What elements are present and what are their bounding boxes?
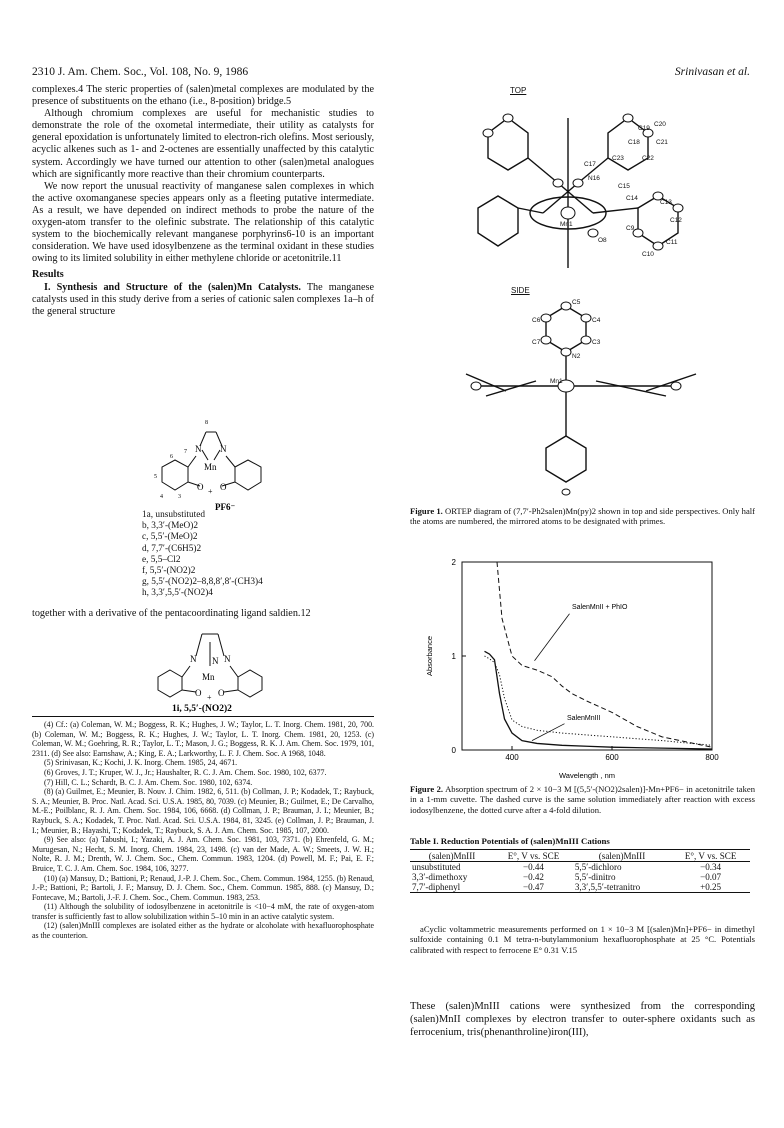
x-tick-label: 600	[605, 753, 619, 762]
struct-label-6: 6	[170, 454, 173, 460]
table-cell: 5,5′-dichloro	[574, 862, 622, 872]
struct-label-8: 8	[205, 420, 208, 426]
series-line-solid	[485, 651, 713, 749]
y-axis-label: Absorbance	[425, 635, 434, 677]
struct2-atom-mn: Mn	[202, 672, 215, 682]
results-heading: Results	[32, 269, 64, 281]
atom-label: N16	[588, 175, 600, 182]
x-axis-label: Wavelength , nm	[559, 771, 615, 780]
table-row	[410, 882, 750, 893]
salen-structure-diagram	[140, 412, 280, 512]
struct2-atom-n2: N	[212, 656, 219, 666]
atom-label: C6	[532, 317, 541, 324]
annotation-arrow	[535, 614, 570, 661]
table-cell: 5,5′-dinitro	[574, 872, 616, 882]
figure-1-label: Figure 1.	[410, 506, 443, 516]
struct-label-5: 5	[154, 474, 157, 480]
struct2-label: 1i, 5,5′-(NO2)2	[172, 704, 232, 714]
compound-list	[142, 510, 382, 600]
atom-label: O8	[598, 237, 607, 244]
paragraph-3: We now report the unusual reactivity of manganese salen complexes in which the active oxomanganese species appears only as a fleeting putative intermediate. As a result, we have depended on indirect methods to probe the nature of the oxygen-atom transfer to the olefinic substrate. The relationship of this catalytic system to the biochemically relevant manganese porphyrins6-10 is an important consideration. We have used idosylbenzene as the terminal oxidant in these studies owing to its limited solubility in either methylene chloride or acetonitrile.11	[32, 180, 374, 265]
table-cell: +0.25	[700, 882, 722, 892]
compound-item: c, 5,5′-(MeO)2	[142, 532, 198, 543]
reference-item: (5) Srinivasan, K.; Kochi, J. K. Inorg. Chem. 1985, 24, 4671.	[44, 758, 238, 768]
compound-item: h, 3,3′,5,5′-(NO2)4	[142, 588, 213, 599]
atom-label: C7	[532, 339, 541, 346]
table-top-rule	[410, 849, 750, 850]
left-column-body	[32, 84, 374, 318]
saldien-structure-diagram	[140, 622, 280, 714]
section-1-title: I. Synthesis and Structure of the (salen)Mn Catalysts.	[44, 281, 301, 293]
table-cell: unsubstituted	[412, 862, 461, 872]
reference-item: (4) Cf.: (a) Coleman, W. M.; Boggess, R. K.; Hughes, J. W.; Taylor, L. T. Inorg. Chem. 1981, 20, 700. (b) Coleman, W. M.; Boggess, R. K.; Hughes, J. W.; Taylor, L. T. Inorg. Chem. 1981, 20, 1253. (c) Coleman, W. M.; Goehring, R. R.; Taylor, L. T.; Mason, J. G.; Boggess, R. K. J. Am. Chem. Soc. 1979, 101, 2311. (d) See also: Earnshaw, A.; King, E. A.; Larkworthy, L. F. J. Chem. Soc. A 1968, 1048.	[32, 720, 374, 758]
figure-1-caption-text: ORTEP diagram of (7,7′-Ph2salen)Mn(py)2 shown in top and side perspectives. Only half the atoms are numbered, the mirrored atoms to be designated with primes.	[410, 506, 756, 527]
table-cell: −0.44	[522, 862, 544, 872]
paragraph-2: Although chromium complexes are useful for mechanistic studies to demonstrate the role of the oxometal intermediate, their utility as catalysts for general epoxidation is unfortunately limited to electron-rich olefins. Most seriously, acyclic alkenes such as 1- and 2-octenes are essentially unaffected by this catalytic system. Accordingly we have turned our attention to other (salen)metal analogues which are significantly more reactive than their chromium counterparts.	[32, 108, 374, 180]
compound-item: f, 5,5′-(NO2)2	[142, 566, 196, 577]
reduction-potentials-table	[410, 851, 750, 893]
atom-label: C4	[592, 317, 601, 324]
atom-label: C23	[612, 155, 624, 162]
atom-label: Mn1	[550, 378, 563, 385]
atom-label: C20	[654, 121, 666, 128]
y-tick-label: 0	[451, 746, 456, 755]
saldien-sentence: together with a derivative of the pentacoordinating ligand saldien.12	[32, 608, 311, 619]
struct-label-4: 4	[160, 494, 163, 500]
atom-label: C22	[642, 155, 654, 162]
table-header-cell: E°, V vs. SCE	[507, 851, 560, 861]
struct-atom-mn: Mn	[204, 462, 217, 472]
reference-item: (10) (a) Mansuy, D.; Battioni, P.; Renaud, J.-P. J. Chem. Soc., Chem. Commun. 1984, 1255. (b) Renaud, J.-P.; Battioni, P.; Bartoli, J. F.; Mansuy, D. J. Chem. Soc., Chem. Commun. 1985, 888. (c) Mansuy, D.; Fontecave, M.; Bartoli, J.-F. J. Chem. Soc., Chem. Commun. 1983, 253.	[32, 873, 374, 902]
x-tick-label: 800	[705, 753, 719, 762]
compound-item: 1a, unsubstituted	[142, 510, 206, 520]
struct-label-7: 7	[184, 449, 187, 455]
atom-label: C14	[626, 195, 638, 202]
footnote-divider	[32, 716, 374, 717]
struct2-atom-n3: N	[224, 654, 231, 664]
table-cell: −0.47	[522, 882, 544, 892]
ortep-side-view	[446, 296, 716, 502]
paragraph-1: complexes.4 The steric properties of (salen)metal complexes are modulated by the presence of substituents on the ethano (i.e., 8-position) bridge.5	[32, 84, 374, 108]
atom-label: C18	[628, 139, 640, 146]
atom-label: C5	[572, 299, 581, 306]
compound-item: d, 7,7′-(C6H5)2	[142, 543, 202, 554]
compound-item: e, 5,5–Cl2	[142, 554, 181, 565]
annotation-text: SalenMnII + PhIO	[572, 604, 628, 611]
table-row	[410, 872, 750, 882]
table-footnote: aCyclic voltammetric measurements performed on 1 × 10−3 M [(salen)Mn]+PF6− in dimethyl sulfoxide containing 0.1 M tetra-n-butylammonium hexafluorophosphate at 25 °C. Potentials calibrated with respect to ferrocene E° 0.31 V.15	[410, 924, 755, 955]
running-header-authors: Srinivasan et al.	[674, 66, 750, 78]
section-1-text: The manganese catalysts used in this study derive from a series of cationic salen complexes 1a–h of the general structure	[32, 281, 374, 317]
references	[32, 720, 374, 941]
struct2-atom-o2: O	[218, 688, 225, 698]
struct2-plus: +	[207, 693, 212, 702]
struct-label-3: 3	[178, 494, 181, 500]
reference-item: (8) (a) Guilmet, E.; Meunier, B. Nouv. J. Chim. 1982, 6, 511. (b) Collman, J. P.; Kodadek, T.; Raybuck, S. A.; Meunier, B. Proc. Natl. Acad. Sci. U.S.A. 1985, 80, 7039. (c) Meunier, B.; Guilmet, E.; De Carvalho, M.-E.; Poilblanc, R. J. Am. Chem. Soc. 1984, 106, 6668. (d) Collman, J. P.; Brauman, J. I.; Meunier, B.; Raybuck, S. A.; Kodadek, T. Proc. Natl. Acad. Sci. U.S.A. 1984, 81, 3245. (e) Collman, J. P.; Brauman, J. I.; Meunier, B.; Hayashi, T.; Kodadek, T.; Raybuck, S. A. J. Am. Chem. Soc. 1985, 107, 2000.	[32, 787, 374, 835]
struct-atom-n2: N	[220, 444, 227, 454]
annotation-text: SalenMnIII	[567, 714, 601, 722]
atom-label: C17	[584, 161, 596, 168]
annotation-arrow	[532, 724, 565, 741]
atom-label: C10	[642, 251, 654, 258]
reference-item: (7) Hill, C. L.; Schardt, B. C. J. Am. Chem. Soc. 1980, 102, 6374.	[44, 777, 253, 787]
series-line-dotted	[485, 656, 713, 745]
reference-item: (6) Groves, J. T.; Kruper, W. J., Jr.; Haushalter, R. C. J. Am. Chem. Soc. 1980, 102, 6377.	[44, 767, 327, 777]
table-cell: 7,7′-diphenyl	[412, 882, 461, 892]
y-tick-label: 2	[451, 558, 456, 567]
table-row	[410, 862, 750, 873]
reference-item: (11) Although the solubility of iodosylbenzene in acetonitrile is <10−4 mM, the rate of oxygen-atom transfer is sufficiently fast to allow solubilization within 5–10 min in an active catalytic system.	[32, 902, 374, 921]
table-title: Table I. Reduction Potentials of (salen)MnIII Cations	[410, 836, 610, 846]
atom-label: C12	[670, 217, 682, 224]
figure-2-caption	[410, 784, 755, 815]
section-1-paragraph	[32, 282, 374, 318]
table-cell: −0.07	[700, 872, 722, 882]
struct2-atom-o1: O	[195, 688, 202, 698]
struct-atom-o1: O	[197, 482, 204, 492]
figure-1-caption	[410, 506, 755, 527]
atom-label: C3	[592, 339, 601, 346]
atom-label: C15	[618, 183, 630, 190]
table-header-cell: E°, V vs. SCE	[684, 851, 737, 861]
compound-item: b, 3,3′-(MeO)2	[142, 521, 198, 532]
atom-label: Mn1	[560, 221, 573, 228]
struct-counterion: PF6⁻	[215, 502, 236, 512]
table-header-cell: (salen)MnIII	[598, 851, 646, 861]
struct-atom-n1: N	[195, 444, 202, 454]
table-cell: −0.42	[522, 872, 544, 882]
atom-label: C13	[660, 199, 672, 206]
absorption-spectrum-chart	[412, 552, 762, 782]
reference-item: (9) See also: (a) Tabushi, I.; Yazaki, A. J. Am. Chem. Soc. 1981, 103, 7371. (b) Ehrenfeld, G. M.; Murugesan, N.; Hecht, S. M. Inorg. Chem. 1984, 23, 1498. (c) van der Made, A. W.; Smeets, J. W. H.; Nolte, R. J. M.; Drenth, W. J. Chem. Soc., Chem. Commun. 1983, 1204. (d) Powell, M. F.; Pai, E. F.; Bruice, T. C. J. Am. Chem. Soc. 1984, 106, 3277.	[32, 835, 374, 873]
compound-item: g, 5,5′-(NO2)2–8,8,8′,8′-(CH3)4	[142, 577, 263, 588]
running-header-journal: 2310 J. Am. Chem. Soc., Vol. 108, No. 9, 1986	[32, 66, 249, 78]
figure-2-label: Figure 2.	[410, 784, 444, 794]
atom-label: C21	[656, 139, 668, 146]
atom-label: C19	[638, 125, 650, 132]
x-tick-label: 400	[505, 753, 519, 762]
struct-plus: +	[208, 487, 213, 496]
table-header-cell: (salen)MnIII	[428, 851, 476, 861]
series-line-dashed	[497, 562, 712, 747]
atom-label: N2	[572, 353, 581, 360]
y-tick-label: 1	[451, 652, 456, 661]
ortep-top-view	[448, 98, 708, 278]
ortep-top-label: TOP	[510, 86, 527, 95]
table-cell: 3,3′,5,5′-tetranitro	[574, 882, 641, 892]
table-cell: 3,3′-dimethoxy	[412, 872, 468, 882]
right-column-paragraph: These (salen)MnIII cations were synthesized from the corresponding (salen)MnII complexes by electron transfer to outer-sphere oxidants such as ferrocenium, tris(phenanthroline)iron(III),	[410, 1001, 755, 1038]
struct-atom-o2: O	[220, 482, 227, 492]
atom-label: C9	[626, 225, 635, 232]
table-header-row	[410, 851, 750, 862]
ortep-side-label: SIDE	[511, 286, 530, 295]
table-cell: −0.34	[700, 862, 722, 872]
struct2-atom-n1: N	[190, 654, 197, 664]
atom-label: C11	[666, 239, 678, 246]
reference-item: (12) (salen)MnIII complexes are isolated either as the hydrate or alcoholate with hexafluorophosphate as the counterion.	[32, 921, 374, 941]
figure-2-caption-text: Absorption spectrum of 2 × 10−3 M [(5,5′-(NO2)2salen)]-Mn+PF6− in acetonitrile taken in a 1-mm cuvette. The dashed curve is the same solution immediately after reaction with excess iodosylbenzene, the dotted curve after a 4-fold dilution.	[410, 784, 756, 815]
